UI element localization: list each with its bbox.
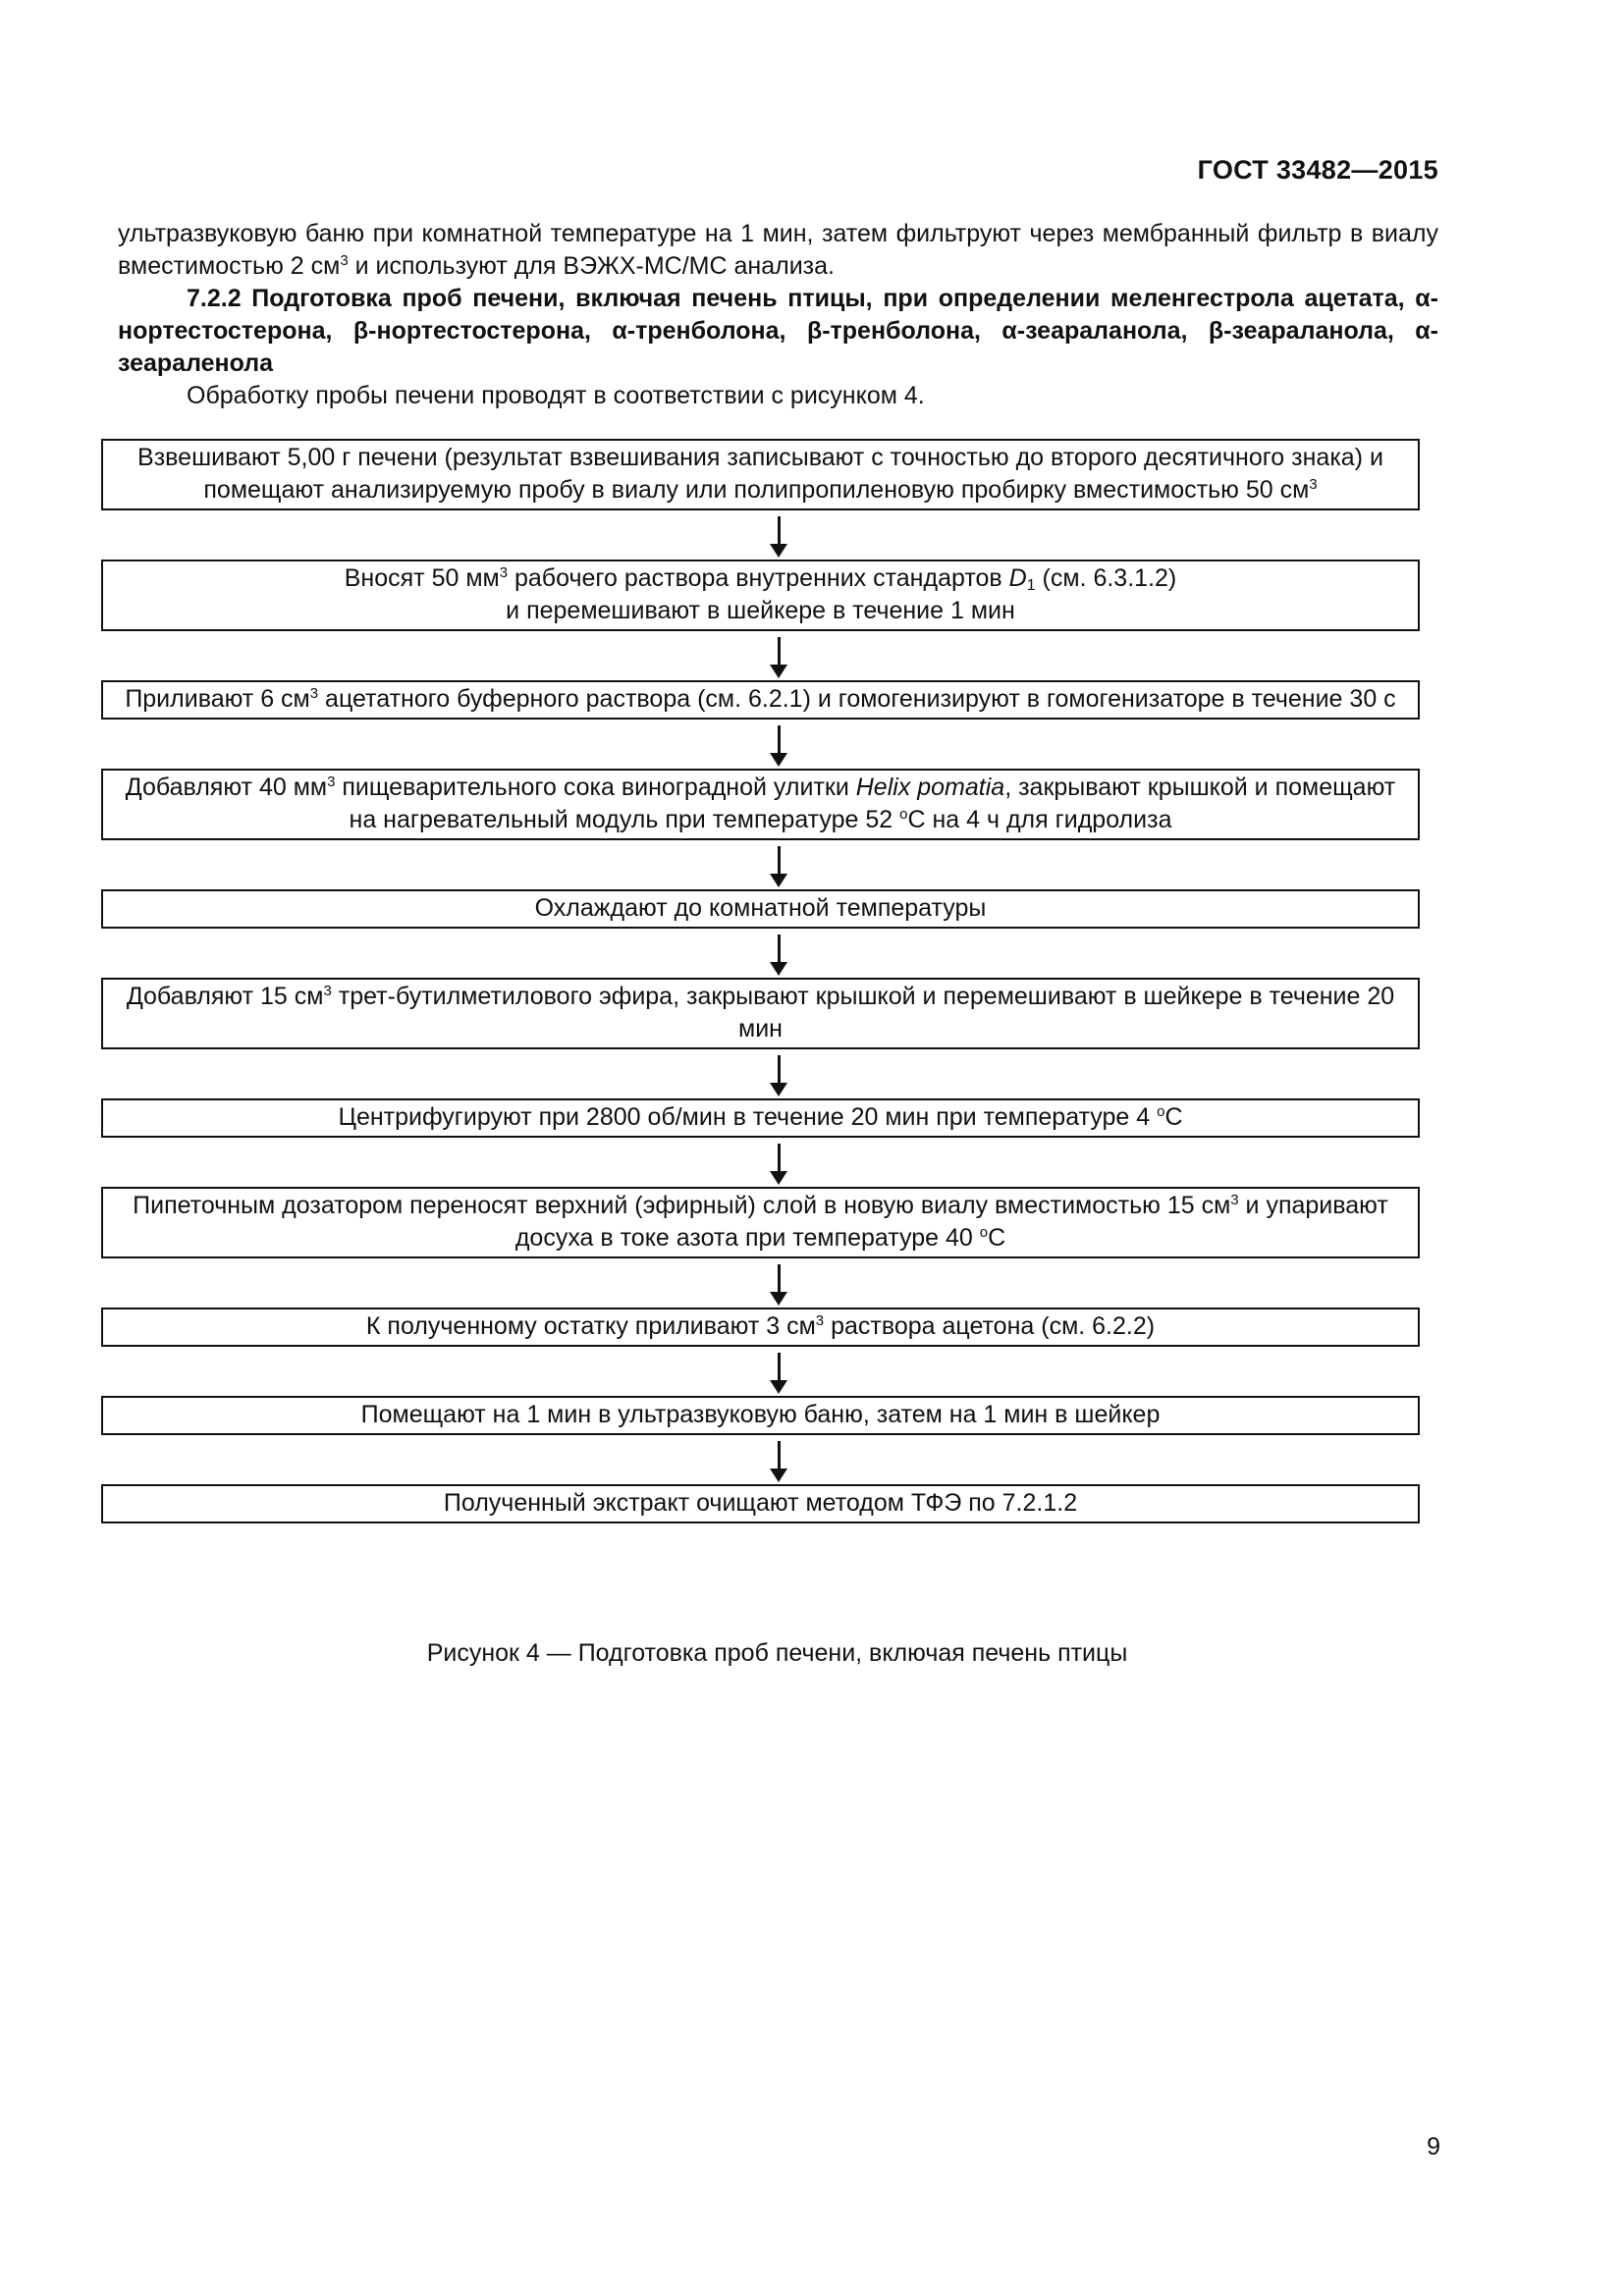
- flow-step-11-text: Полученный экстракт очищают методом ТФЭ по 7.2.1.2: [443, 1489, 1078, 1517]
- flow-step-7-degree: о: [1157, 1103, 1165, 1120]
- intro-paragraph: [118, 218, 1438, 283]
- flow-arrow-6: [101, 1049, 1420, 1098]
- flow-step-8-text-c: С: [988, 1224, 1006, 1252]
- intro-sup: 3: [340, 252, 349, 269]
- intro-text-end: и используют для ВЭЖХ-МС/МС анализа.: [348, 252, 835, 280]
- flow-step-2-text-b: рабочего раствора внутренних стандартов: [508, 564, 1009, 592]
- flow-step-4-text-c: , закрывают крышкой и помещают на нагревательный модуль при температуре 52: [349, 774, 1396, 833]
- flow-step-8-sup: 3: [1230, 1192, 1239, 1208]
- flow-arrow-8: [101, 1258, 1420, 1308]
- document-code: ГОСТ 33482—2015: [1197, 155, 1438, 185]
- flow-step-3-text-b: ацетатного буферного раствора (см. 6.2.1) и гомогенизируют в гомогенизаторе в течение 30 с: [318, 685, 1396, 713]
- flow-arrow-7: [101, 1138, 1420, 1187]
- intro-text: ультразвуковую баню при комнатной температуре на 1 мин, затем фильтруют через мембранный фильтр в виалу вместимостью 2 см: [118, 220, 1438, 280]
- section-heading: 7.2.2 Подготовка проб печени, включая печень птицы, при определении меленгестрола ацетата, α-нортестостерона, β-нортестостерона, α-тренболона, β-тренболона, α-зеараланола, β-зеараланола, α-зеараленола: [118, 285, 1438, 377]
- flow-step-3-text: Приливают 6 см: [125, 685, 310, 713]
- flow-step-9: [101, 1308, 1420, 1347]
- flow-step-2-text: Вносят 50 мм: [344, 564, 500, 592]
- flow-step-4-text: Добавляют 40 мм: [125, 774, 328, 801]
- flow-step-4-degree: о: [899, 806, 908, 823]
- flow-step-2-text-c: (см. 6.3.1.2): [1035, 564, 1177, 592]
- flow-step-8-text: Пипеточным дозатором переносят верхний (эфирный) слой в новую виалу вместимостью 15 см: [133, 1192, 1231, 1219]
- flow-arrow-4: [101, 840, 1420, 889]
- body-text: [118, 218, 1438, 412]
- flow-step-4-text-b: пищеварительного сока виноградной улитки: [335, 774, 856, 801]
- flow-arrow-3: [101, 720, 1420, 769]
- flow-step-6-sup: 3: [323, 983, 332, 999]
- section-paragraph: Обработку пробы печени проводят в соответствии с рисунком 4.: [187, 382, 925, 409]
- flow-step-2: [101, 560, 1420, 631]
- flow-step-4-species: Helix pomatia: [855, 774, 1005, 801]
- flowchart: [101, 439, 1420, 1523]
- flow-arrow-10: [101, 1435, 1420, 1484]
- flow-step-7: [101, 1098, 1420, 1138]
- flow-step-5: [101, 889, 1420, 929]
- flow-step-11: [101, 1484, 1420, 1523]
- flow-step-2-text-d: и перемешивают в шейкере в течение 1 мин: [506, 597, 1015, 624]
- flow-arrow-9: [101, 1347, 1420, 1396]
- flow-step-2-sup: 3: [499, 564, 509, 581]
- flow-step-3: [101, 680, 1420, 720]
- flow-step-9-text: К полученному остатку приливают 3 см: [365, 1312, 816, 1340]
- flow-arrow-5: [101, 929, 1420, 978]
- flow-arrow-1: [101, 510, 1420, 560]
- flow-step-8-text-b: и упаривают досуха в токе азота при температуре 40: [514, 1192, 1388, 1252]
- flow-step-1-sup: 3: [1309, 476, 1318, 493]
- flow-step-9-text-b: раствора ацетона (см. 6.2.2): [824, 1312, 1156, 1340]
- flow-step-6-text-b: трет-бутилметилового эфира, закрывают крышкой и перемешивают в шейкере в течение 20 мин: [331, 983, 1395, 1042]
- flow-step-4-sup: 3: [327, 774, 336, 790]
- figure-caption: Рисунок 4 — Подготовка проб печени, включая печень птицы: [426, 1639, 1128, 1667]
- page-number: 9: [1427, 2133, 1440, 2161]
- flow-step-5-text: Охлаждают до комнатной температуры: [534, 894, 987, 922]
- flow-step-8: [101, 1187, 1420, 1258]
- flow-step-4: [101, 769, 1420, 840]
- flow-step-3-sup: 3: [309, 685, 319, 702]
- flow-step-9-sup: 3: [815, 1312, 825, 1329]
- flow-step-6-text: Добавляют 15 см: [126, 983, 324, 1010]
- flow-step-7-text-b: С: [1164, 1103, 1183, 1131]
- flow-step-1-text: Взвешивают 5,00 г печени (результат взвешивания записывают с точностью до второго десятичного знака) и помещают анализируемую пробу в виалу или полипропиленовую пробирку вместимостью 50 см: [137, 444, 1383, 504]
- flow-arrow-2: [101, 631, 1420, 680]
- flow-step-4-text-d: С на 4 ч для гидролиза: [907, 806, 1172, 833]
- flow-step-1: [101, 439, 1420, 510]
- flow-step-7-text: Центрифугируют при 2800 об/мин в течение 20 мин при температуре 4: [338, 1103, 1158, 1131]
- flow-step-2-sub: 1: [1026, 577, 1036, 594]
- flow-step-8-degree: о: [979, 1224, 989, 1241]
- flow-step-10-text: Помещают на 1 мин в ультразвуковую баню, затем на 1 мин в шейкер: [360, 1401, 1161, 1428]
- flow-step-6: [101, 978, 1420, 1049]
- flow-step-2-var: D: [1008, 564, 1027, 592]
- flow-step-10: [101, 1396, 1420, 1435]
